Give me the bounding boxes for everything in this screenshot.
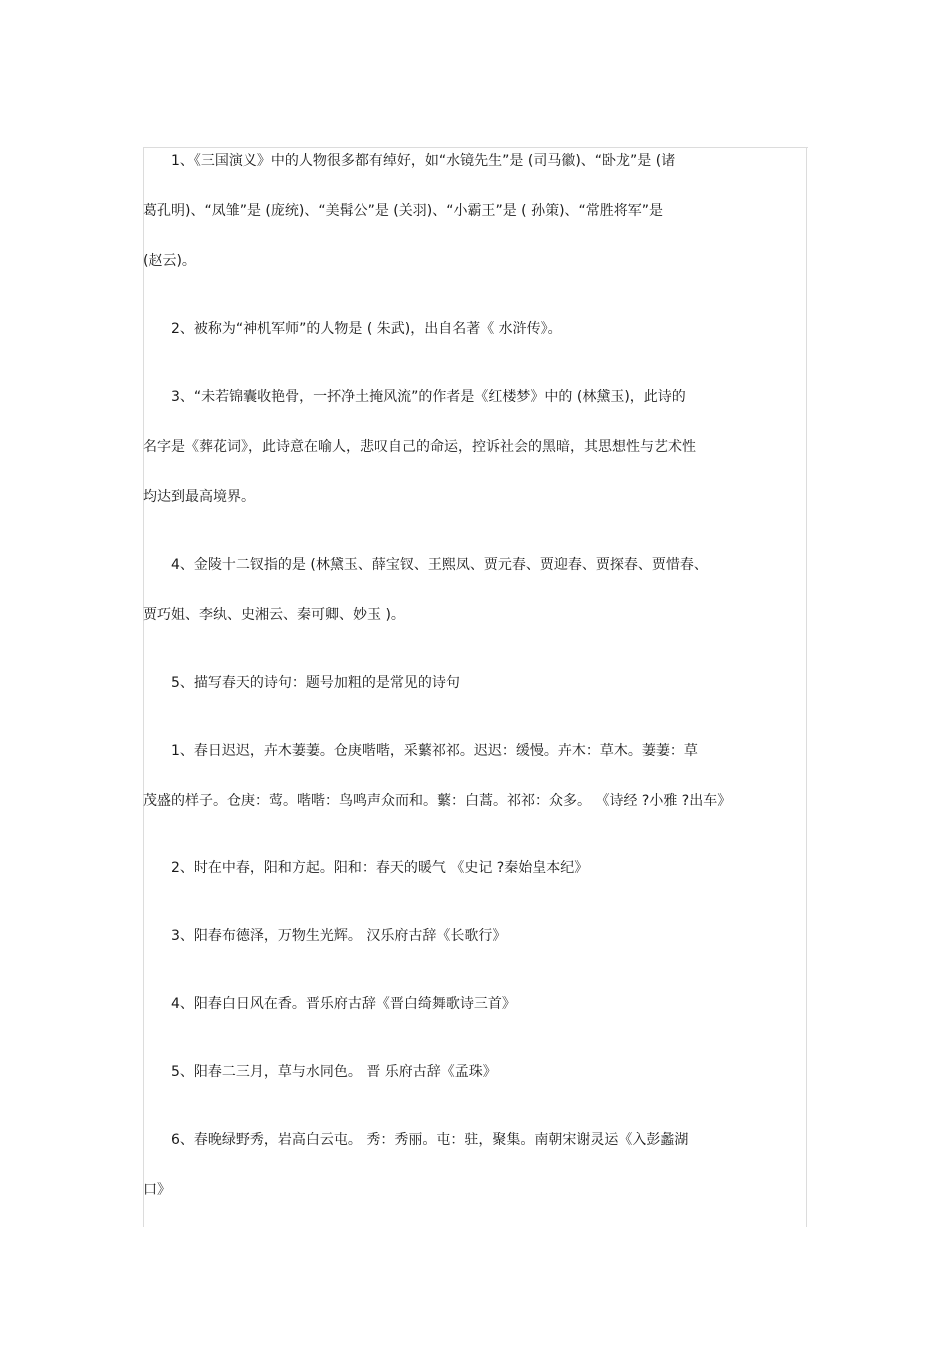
text-line-12: 茂盛的样子。仓庚：莺。喈喈：鸟鸣声众而和。蘩：白蒿。祁祁：众多。 《诗经 ?小雅 ?出车》 <box>143 793 732 809</box>
text-line-1: 1、《三国演义》中的人物很多都有绰好，如“水镜先生”是 (司马徽)、“卧龙”是 (诸 <box>143 153 676 169</box>
text-line-9: 贾巧姐、李纨、史湘云、秦可卿、妙玉 )。 <box>143 607 405 623</box>
text-line-14: 3、阳春布德泽，万物生光辉。 汉乐府古辞《长歌行》 <box>143 928 507 944</box>
text-line-15: 4、阳春白日风在香。晋乐府古辞《晋白绮舞歌诗三首》 <box>143 996 516 1012</box>
text-line-8: 4、金陵十二钗指的是 (林黛玉、薛宝钗、王熙凤、贾元春、贾迎春、贾探春、贾惜春、 <box>143 557 708 573</box>
text-line-7: 均达到最高境界。 <box>143 489 255 505</box>
text-line-2: 葛孔明)、“凤雏”是 (庞统)、“美髯公”是 (关羽)、“小霸王”是 ( 孙策)、“常胜将军”是 <box>143 203 664 219</box>
text-line-13: 2、时在中春，阳和方起。阳和：春天的暖气 《史记 ?秦始皇本纪》 <box>143 860 589 876</box>
frame-top-line <box>143 147 808 148</box>
text-line-6: 名字是《葬花词》，此诗意在喻人，悲叹自己的命运，控诉社会的黑暗，其思想性与艺术性 <box>143 439 696 455</box>
text-line-16: 5、阳春二三月，草与水同色。 晋 乐府古辞《孟珠》 <box>143 1064 497 1080</box>
text-line-4: 2、被称为“神机军师”的人物是 ( 朱武)，出自名著《 水浒传》。 <box>143 321 562 337</box>
text-line-3: (赵云)。 <box>143 253 196 269</box>
text-line-5: 3、“未若锦囊收艳骨，一抔净土掩风流”的作者是《红楼梦》中的 (林黛玉)，此诗的 <box>143 389 686 405</box>
text-line-11: 1、春日迟迟，卉木萋萋。仓庚喈喈，采蘩祁祁。迟迟：缓慢。卉木：草木。萋萋：草 <box>143 743 698 759</box>
text-line-18: 口》 <box>143 1182 171 1198</box>
text-line-17: 6、春晚绿野秀，岩高白云屯。 秀：秀丽。屯：驻，聚集。南朝宋谢灵运《入彭蠡湖 <box>143 1132 689 1148</box>
text-line-10: 5、描写春天的诗句：题号加粗的是常见的诗句 <box>143 675 460 691</box>
